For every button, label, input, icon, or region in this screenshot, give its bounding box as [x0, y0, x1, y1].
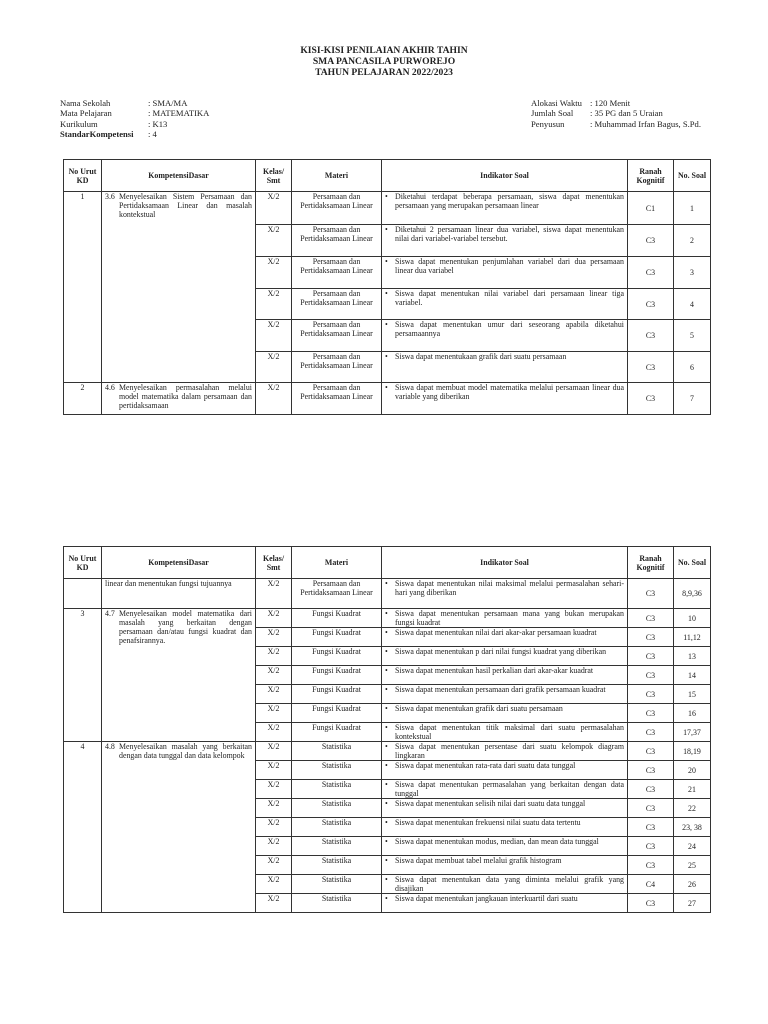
cell-kelas-smt: X/2: [256, 780, 292, 799]
kd-number: 4.7: [105, 609, 115, 618]
cell-no-soal: 24: [674, 837, 711, 856]
meta-value: : 4: [148, 129, 157, 140]
cell-no-soal: 22: [674, 799, 711, 818]
indikator-text: Siswa dapat menentukan grafik dari suatu persamaan: [395, 704, 563, 713]
cell-ranah-kognitif: C3: [628, 723, 674, 742]
indikator-text: Siswa dapat menentukan persamaan dari grafik persamaan kuadrat: [395, 685, 606, 694]
bullet-icon: •: [385, 628, 388, 637]
indikator-text: Siswa dapat menentukan permasalahan yang berkaitan dengan data tunggal: [395, 780, 624, 798]
cell-indikator-soal: [382, 894, 628, 913]
cell-ranah-kognitif: C3: [628, 289, 674, 320]
cell-no-soal: 4: [674, 289, 711, 320]
cell-no-urut: 2: [64, 383, 102, 415]
meta-row: [531, 98, 701, 108]
cell-ranah-kognitif: C3: [628, 352, 674, 383]
cell-ranah-kognitif: C3: [628, 225, 674, 257]
cell-ranah-kognitif: C3: [628, 742, 674, 761]
cell-no-soal: 17,37: [674, 723, 711, 742]
cell-indikator-soal: [382, 225, 628, 257]
cell-materi: Persamaan dan Pertidaksamaan Linear: [292, 225, 382, 257]
bullet-icon: •: [385, 352, 388, 361]
cell-no-soal: 20: [674, 761, 711, 780]
cell-no-soal: 25: [674, 856, 711, 875]
indikator-text: Siswa dapat menentukan penjumlahan variabel dari dua persamaan linear dua variabel: [395, 257, 624, 275]
header-no-soal: No. Soal: [674, 547, 711, 579]
indikator-text: Diketahui terdapat beberapa persamaan, siswa dapat menentukan persamaan yang merupakan persamaan linear: [395, 192, 624, 210]
cell-materi: Statistika: [292, 742, 382, 761]
indikator-text: Siswa dapat menentukan frekuensi nilai suatu data tertentu: [395, 818, 581, 827]
cell-indikator-soal: [382, 289, 628, 320]
meta-value: : 120 Menit: [590, 98, 631, 108]
meta-label: Alokasi Waktu: [531, 98, 582, 108]
cell-materi: Persamaan dan Pertidaksamaan Linear: [292, 352, 382, 383]
cell-materi: Fungsi Kuadrat: [292, 647, 382, 666]
indikator-text: Siswa dapat menentukan jangkauan interkuartil dari suatu: [395, 894, 578, 903]
bullet-icon: •: [385, 257, 388, 266]
bullet-icon: •: [385, 666, 388, 675]
bullet-icon: •: [385, 289, 388, 298]
cell-no-soal: 8,9,36: [674, 579, 711, 609]
kd-text: Menyelesaikan model matematika dari masalah yang berkaitan dengan persamaan dan/atau fungsi kuadrat dan penafsirannya.: [119, 609, 252, 645]
kd-number: 3.6: [105, 192, 115, 201]
title-line-3: TAHUN PELAJARAN 2022/2023: [315, 67, 453, 78]
cell-kelas-smt: X/2: [256, 352, 292, 383]
meta-value: : MATEMATIKA: [148, 108, 210, 119]
meta-label: Nama Sekolah: [60, 98, 111, 108]
cell-ranah-kognitif: C3: [628, 628, 674, 647]
header-no-soal: No. Soal: [674, 160, 711, 192]
cell-kelas-smt: X/2: [256, 647, 292, 666]
header-kompetensi-dasar: KompetensiDasar: [102, 160, 256, 192]
table-header-row: [64, 160, 711, 192]
table-row: [64, 579, 711, 609]
indikator-text: Siswa dapat menentukan nilai maksimal melalui permasalahan sehari-hari yang diberikan: [395, 579, 624, 597]
kd-number: 4.8: [105, 742, 115, 751]
cell-kelas-smt: X/2: [256, 723, 292, 742]
bullet-icon: •: [385, 647, 388, 656]
cell-no-soal: 6: [674, 352, 711, 383]
table-row: [64, 192, 711, 225]
header-materi: Materi: [292, 547, 382, 579]
cell-indikator-soal: [382, 628, 628, 647]
cell-no-urut: 1: [64, 192, 102, 383]
cell-kelas-smt: X/2: [256, 225, 292, 257]
bullet-icon: •: [385, 225, 388, 234]
cell-ranah-kognitif: C3: [628, 257, 674, 289]
meta-row: [60, 119, 209, 129]
bullet-icon: •: [385, 799, 388, 808]
bullet-icon: •: [385, 609, 388, 618]
meta-value: : SMA/MA: [148, 98, 188, 108]
cell-materi: Fungsi Kuadrat: [292, 666, 382, 685]
cell-kompetensi-dasar: [102, 579, 256, 609]
cell-no-soal: 10: [674, 609, 711, 628]
meta-value: : Muhammad Irfan Bagus, S.Pd.: [590, 118, 701, 129]
header-indikator-soal: Indikator Soal: [382, 547, 628, 579]
cell-no-urut: 4: [64, 742, 102, 913]
cell-kompetensi-dasar: [102, 742, 256, 913]
indikator-text: Siswa dapat menentukan hasil perkalian dari akar-akar kuadrat: [395, 666, 594, 675]
cell-kelas-smt: X/2: [256, 383, 292, 415]
cell-materi: Fungsi Kuadrat: [292, 609, 382, 628]
indikator-text: Siswa dapat menentukan umur dari seseorang apabila diketahui persamaannya: [395, 320, 624, 338]
cell-no-soal: 2: [674, 225, 711, 257]
cell-indikator-soal: [382, 192, 628, 225]
cell-ranah-kognitif: C3: [628, 383, 674, 415]
cell-indikator-soal: [382, 352, 628, 383]
meta-row: [531, 108, 701, 118]
header-kompetensi-dasar: KompetensiDasar: [102, 547, 256, 579]
meta-value: : K13: [148, 118, 168, 129]
cell-indikator-soal: [382, 383, 628, 415]
bullet-icon: •: [385, 579, 388, 588]
cell-no-soal: 15: [674, 685, 711, 704]
cell-no-soal: 5: [674, 320, 711, 352]
cell-kompetensi-dasar: [102, 192, 256, 383]
kisi-kisi-table-1: [63, 159, 711, 415]
cell-indikator-soal: [382, 257, 628, 289]
cell-materi: Statistika: [292, 875, 382, 894]
cell-kelas-smt: X/2: [256, 856, 292, 875]
meta-label: Kurikulum: [60, 118, 98, 129]
indikator-text: Siswa dapat menentukan selisih nilai dari suatu data tunggal: [395, 799, 586, 808]
indikator-text: Siswa dapat menentukan persamaan mana yang bukan merupakan fungsi kuadrat: [395, 609, 624, 627]
meta-row: [60, 129, 209, 139]
cell-materi: Statistika: [292, 761, 382, 780]
cell-ranah-kognitif: C3: [628, 799, 674, 818]
cell-ranah-kognitif: C3: [628, 780, 674, 799]
cell-kelas-smt: X/2: [256, 609, 292, 628]
cell-indikator-soal: [382, 875, 628, 894]
cell-no-soal: 1: [674, 192, 711, 225]
title-line-2: SMA PANCASILA PURWOREJO: [312, 56, 456, 67]
kd-text: Menyelesaikan Sistem Persamaan dan Pertidaksamaan Linear dan masalah kontekstual: [119, 192, 252, 219]
cell-materi: Fungsi Kuadrat: [292, 628, 382, 647]
cell-no-soal: 27: [674, 894, 711, 913]
cell-no-soal: 14: [674, 666, 711, 685]
indikator-text: Siswa dapat menentukan modus, median, dan mean data tunggal: [395, 837, 599, 846]
bullet-icon: •: [385, 742, 388, 751]
bullet-icon: •: [385, 818, 388, 827]
meta-value: : 35 PG dan 5 Uraian: [590, 108, 663, 119]
table-row: [64, 383, 711, 415]
cell-no-urut: 3: [64, 609, 102, 742]
cell-ranah-kognitif: C3: [628, 761, 674, 780]
cell-kelas-smt: X/2: [256, 875, 292, 894]
cell-ranah-kognitif: C1: [628, 192, 674, 225]
header-kelas-smt: Kelas/ Smt: [256, 160, 292, 192]
cell-no-soal: 21: [674, 780, 711, 799]
title-line-1: KISI-KISI PENILAIAN AKHIR TAHIN: [300, 45, 468, 56]
meta-right-block: [531, 98, 701, 129]
bullet-icon: •: [385, 192, 388, 201]
cell-ranah-kognitif: C3: [628, 579, 674, 609]
cell-materi: Persamaan dan Pertidaksamaan Linear: [292, 257, 382, 289]
cell-materi: Persamaan dan Pertidaksamaan Linear: [292, 383, 382, 415]
bullet-icon: •: [385, 837, 388, 846]
table-header-row: [64, 547, 711, 579]
header-indikator-soal: Indikator Soal: [382, 160, 628, 192]
bullet-icon: •: [385, 761, 388, 770]
cell-materi: Persamaan dan Pertidaksamaan Linear: [292, 320, 382, 352]
kd-text: linear dan menentukan fungsi tujuannya: [105, 579, 232, 588]
cell-no-soal: 7: [674, 383, 711, 415]
cell-kelas-smt: X/2: [256, 894, 292, 913]
cell-materi: Persamaan dan Pertidaksamaan Linear: [292, 289, 382, 320]
cell-kelas-smt: X/2: [256, 666, 292, 685]
kisi-kisi-table-2: [63, 546, 711, 913]
cell-kelas-smt: X/2: [256, 704, 292, 723]
indikator-text: Siswa dapat menentukan persentase dari suatu kelompok diagram lingkaran: [395, 742, 624, 760]
cell-no-urut: [64, 579, 102, 609]
cell-indikator-soal: [382, 723, 628, 742]
indikator-text: Siswa dapat menentukan rata-rata dari suatu data tunggal: [395, 761, 576, 770]
cell-kelas-smt: X/2: [256, 761, 292, 780]
cell-ranah-kognitif: C3: [628, 685, 674, 704]
cell-materi: Statistika: [292, 780, 382, 799]
cell-kompetensi-dasar: [102, 609, 256, 742]
indikator-text: Siswa dapat membuat model matematika melalui persamaan linear dua variable yang diberikan: [395, 383, 624, 401]
indikator-text: Siswa dapat menentukaan grafik dari suatu persamaan: [395, 352, 567, 361]
cell-materi: Persamaan dan Pertidaksamaan Linear: [292, 579, 382, 609]
cell-indikator-soal: [382, 742, 628, 761]
cell-kelas-smt: X/2: [256, 799, 292, 818]
bullet-icon: •: [385, 723, 388, 732]
cell-materi: Fungsi Kuadrat: [292, 704, 382, 723]
cell-ranah-kognitif: C3: [628, 609, 674, 628]
cell-kelas-smt: X/2: [256, 628, 292, 647]
cell-materi: Statistika: [292, 894, 382, 913]
cell-indikator-soal: [382, 647, 628, 666]
meta-row: [60, 108, 209, 118]
cell-kelas-smt: X/2: [256, 579, 292, 609]
cell-no-soal: 11,12: [674, 628, 711, 647]
header-materi: Materi: [292, 160, 382, 192]
header-ranah-kognitif: Ranah Kognitif: [628, 160, 674, 192]
cell-materi: Statistika: [292, 856, 382, 875]
indikator-text: Siswa dapat menentukan nilai dari akar-akar persamaan kuadrat: [395, 628, 597, 637]
bullet-icon: •: [385, 780, 388, 789]
meta-row: [60, 98, 209, 108]
indikator-text: Diketahui 2 persamaan linear dua variabel, siswa dapat menentukan nilai dari variabel-variabel tersebut.: [395, 225, 624, 243]
cell-kelas-smt: X/2: [256, 289, 292, 320]
header-kelas-smt: Kelas/ Smt: [256, 547, 292, 579]
cell-materi: Statistika: [292, 799, 382, 818]
indikator-text: Siswa dapat menentukan p dari nilai fungsi kuadrat yang diberikan: [395, 647, 607, 656]
cell-materi: Statistika: [292, 818, 382, 837]
indikator-text: Siswa dapat menentukan data yang diminta melalui grafik yang disajikan: [395, 875, 624, 893]
meta-left-block: [60, 98, 209, 140]
kd-number: 4.6: [105, 383, 115, 392]
header-no-urut: No Urut KD: [64, 160, 102, 192]
cell-materi: Statistika: [292, 837, 382, 856]
cell-materi: Fungsi Kuadrat: [292, 723, 382, 742]
meta-label: StandarKompetensi: [60, 129, 134, 140]
kd-text: Menyelesaikan masalah yang berkaitan dengan data tunggal dan data kelompok: [119, 742, 252, 760]
cell-ranah-kognitif: C3: [628, 856, 674, 875]
cell-materi: Persamaan dan Pertidaksamaan Linear: [292, 192, 382, 225]
cell-no-soal: 16: [674, 704, 711, 723]
header-ranah-kognitif: Ranah Kognitif: [628, 547, 674, 579]
cell-kelas-smt: X/2: [256, 742, 292, 761]
meta-row: [531, 119, 701, 129]
cell-no-soal: 23, 38: [674, 818, 711, 837]
bullet-icon: •: [385, 894, 388, 903]
cell-indikator-soal: [382, 704, 628, 723]
table-row: [64, 609, 711, 628]
indikator-text: Siswa dapat menentukan titik maksimal dari suatu permasalahan kontekstual: [395, 723, 624, 741]
cell-ranah-kognitif: C3: [628, 704, 674, 723]
bullet-icon: •: [385, 383, 388, 392]
cell-indikator-soal: [382, 799, 628, 818]
cell-ranah-kognitif: C3: [628, 837, 674, 856]
table-row: [64, 742, 711, 761]
bullet-icon: •: [385, 856, 388, 865]
cell-indikator-soal: [382, 856, 628, 875]
cell-indikator-soal: [382, 609, 628, 628]
bullet-icon: •: [385, 320, 388, 329]
bullet-icon: •: [385, 685, 388, 694]
cell-no-soal: 3: [674, 257, 711, 289]
cell-kompetensi-dasar: [102, 383, 256, 415]
bullet-icon: •: [385, 704, 388, 713]
document-title: [0, 45, 768, 78]
cell-no-soal: 13: [674, 647, 711, 666]
cell-indikator-soal: [382, 837, 628, 856]
indikator-text: Siswa dapat menentukan nilai variabel dari persamaan linear tiga variabel.: [395, 289, 624, 307]
cell-indikator-soal: [382, 818, 628, 837]
cell-no-soal: 26: [674, 875, 711, 894]
meta-label: Mata Pelajaran: [60, 108, 112, 119]
cell-ranah-kognitif: C3: [628, 666, 674, 685]
cell-ranah-kognitif: C4: [628, 875, 674, 894]
cell-indikator-soal: [382, 685, 628, 704]
cell-kelas-smt: X/2: [256, 685, 292, 704]
cell-kelas-smt: X/2: [256, 192, 292, 225]
cell-indikator-soal: [382, 761, 628, 780]
cell-ranah-kognitif: C3: [628, 818, 674, 837]
cell-materi: Fungsi Kuadrat: [292, 685, 382, 704]
kd-text: Menyelesaikan permasalahan melalui model matematika dalam persamaan dan pertidaksamaan: [119, 383, 252, 410]
indikator-text: Siswa dapat membuat tabel melalui grafik histogram: [395, 856, 562, 865]
cell-indikator-soal: [382, 320, 628, 352]
cell-kelas-smt: X/2: [256, 257, 292, 289]
meta-label: Jumlah Soal: [531, 108, 574, 119]
cell-kelas-smt: X/2: [256, 818, 292, 837]
cell-kelas-smt: X/2: [256, 837, 292, 856]
cell-ranah-kognitif: C3: [628, 894, 674, 913]
cell-kelas-smt: X/2: [256, 320, 292, 352]
cell-ranah-kognitif: C3: [628, 320, 674, 352]
cell-ranah-kognitif: C3: [628, 647, 674, 666]
cell-no-soal: 18,19: [674, 742, 711, 761]
cell-indikator-soal: [382, 780, 628, 799]
cell-indikator-soal: [382, 579, 628, 609]
meta-label: Penyusun: [531, 118, 565, 129]
header-no-urut: No Urut KD: [64, 547, 102, 579]
bullet-icon: •: [385, 875, 388, 884]
cell-indikator-soal: [382, 666, 628, 685]
